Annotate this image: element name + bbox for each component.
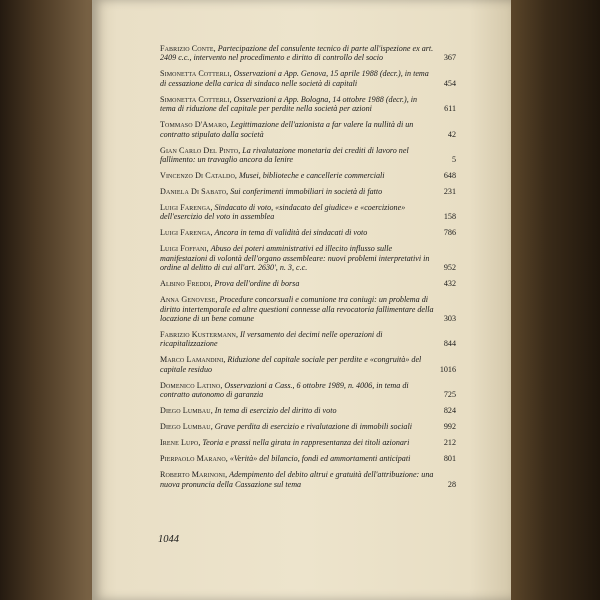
entry-text: Luigi Foffani, Abuso dei poteri amministrativi ed illecito influsso sulle manifestazioni di volontà dell'organo assembleare: nuovi problemi interpretativi in ordine al delitto di cui all'art. 2630', n. 3, c.c. (160, 244, 430, 273)
entry-author: Fabrizio Kustermann (160, 330, 236, 340)
entry-page-number: 231 (443, 187, 456, 197)
entry-title: Sui conferimenti immobiliari in società di fatto (230, 187, 383, 197)
entry-author: Pierpaolo Marano (160, 454, 226, 464)
index-entry (160, 355, 456, 374)
index-entry (160, 381, 456, 400)
index-entry (160, 470, 456, 489)
index-entry (160, 454, 456, 463)
book-edge-shadow (511, 0, 600, 600)
entry-text: Vincenzo Di Cataldo, Musei, biblioteche e cancellerie commerciali (160, 171, 385, 181)
entry-author: Marco Lamandini (160, 355, 224, 365)
entry-title: Il versamento dei decimi nelle operazioni di ricapitalizzazione (160, 330, 383, 349)
entry-title: Partecipazione del consulente tecnico di parte all'ispezione ex art. 2409 c.c., intervento nel procedimento e diritto di controllo del socio (160, 44, 434, 63)
entry-title: «Verità» del bilancio, fondi ed ammortamenti anticipati (229, 454, 411, 464)
entry-page-number: 725 (443, 390, 456, 400)
entry-title: Grave perdita di esercizio e rivalutazione di immobili sociali (214, 422, 412, 432)
index-entry (160, 187, 456, 196)
page-number-folio: 1044 (158, 534, 179, 545)
entry-title: Musei, biblioteche e cancellerie commerciali (238, 171, 385, 181)
index-entry (160, 120, 456, 139)
entry-page-number: 801 (443, 454, 456, 464)
entry-text: Diego Lumbau, Grave perdita di esercizio e rivalutazione di immobili sociali (160, 422, 412, 432)
book-spine-shadow (0, 0, 92, 600)
entry-author: Domenico Latino (160, 380, 221, 390)
entry-author: Simonetta Cotterli (160, 94, 230, 104)
entry-title: Legittimazione dell'azionista a far valere la nullità di un contratto stipulato dalla società (160, 120, 414, 139)
entry-author: Luigi Foffani (160, 244, 207, 254)
entry-title: Osservazioni a App. Genova, 15 aprile 1988 (decr.), in tema di cessazione della carica di sindaco nelle società di capitali (160, 69, 429, 88)
index-entry (160, 146, 456, 165)
entry-page-number: 786 (443, 228, 456, 238)
entry-title: Ancora in tema di validità dei sindacati di voto (214, 228, 368, 238)
entry-page-number: 432 (443, 279, 456, 289)
index-entry (160, 279, 456, 288)
entry-title: Osservazioni a App. Bologna, 14 ottobre 1988 (decr.), in tema di riduzione del capitale per perdite nella società per azioni (160, 94, 418, 114)
entry-title: Procedure concorsuali e comunione tra coniugi: un problema di diritto intertemporale ed altre questioni connesse alla revocatoria fallimentare della locazione di un bene comune (160, 295, 434, 324)
entry-title: Adempimento del debito altrui e gratuità dell'attribuzione: una nuova pronuncia della Cassazione sul tema (160, 470, 434, 489)
entry-text: Fabrizio Conte, Partecipazione del consulente tecnico di parte all'ispezione ex art. 2409 c.c., intervento nel procedimento e diritto di controllo del socio (160, 44, 434, 63)
entry-title: Teoria e prassi nella girata in rappresentanza dei titoli azionari (202, 438, 410, 448)
index-entry (160, 44, 456, 63)
entry-page-number: 611 (444, 104, 456, 114)
entry-text: Luigi Farenga, Ancora in tema di validità dei sindacati di voto (160, 228, 368, 238)
entry-title: In tema di esercizio del diritto di voto (214, 406, 337, 416)
entry-page-number: 303 (443, 314, 456, 324)
entry-page-number: 158 (443, 212, 456, 222)
entry-text: Marco Lamandini, Riduzione del capitale sociale per perdite e «congruità» del capitale residuo (160, 355, 422, 374)
entry-text: Albino Freddi, Prova dell'ordine di borsa (160, 279, 300, 289)
index-entry (160, 95, 456, 114)
index-entry (160, 244, 456, 272)
entry-title: Osservazioni a Cass., 6 ottobre 1989, n. 4006, in tema di contratto autonomo di garanzia (160, 380, 409, 400)
entry-text: Simonetta Cotterli, Osservazioni a App. Genova, 15 aprile 1988 (decr.), in tema di cessazione della carica di sindaco nelle società di capitali (160, 69, 429, 88)
entry-page-number: 824 (443, 406, 456, 416)
entry-author: Anna Genovese (160, 295, 216, 305)
entry-author: Tommaso D'Amaro (160, 120, 227, 130)
entry-text: Domenico Latino, Osservazioni a Cass., 6 ottobre 1989, n. 4006, in tema di contratto autonomo di garanzia (160, 380, 409, 400)
entry-text: Irene Lupo, Teoria e prassi nella girata in rappresentanza dei titoli azionari (160, 438, 410, 448)
entry-author: Luigi Farenga (160, 203, 211, 213)
entry-page-number: 952 (443, 263, 456, 273)
index-entry (160, 69, 456, 88)
entry-title: Riduzione del capitale sociale per perdite e «congruità» del capitale residuo (160, 355, 422, 374)
entry-text: Tommaso D'Amaro, Legittimazione dell'azionista a far valere la nullità di un contratto stipulato dalla società (160, 120, 414, 139)
index-entry (160, 422, 456, 431)
entry-page-number: 367 (443, 53, 456, 63)
entry-author: Luigi Farenga (160, 228, 211, 238)
entry-text: Daniela Di Sabato, Sui conferimenti immobiliari in società di fatto (160, 187, 383, 197)
index-entries-list (160, 44, 456, 496)
entry-text: Simonetta Cotterli, Osservazioni a App. Bologna, 14 ottobre 1988 (decr.), in tema di riduzione del capitale per perdite nella società per azioni (160, 94, 418, 114)
entry-text: Pierpaolo Marano, «Verità» del bilancio, fondi ed ammortamenti anticipati (160, 454, 411, 464)
entry-text: Anna Genovese, Procedure concorsuali e comunione tra coniugi: un problema di diritto intertemporale ed altre questioni connesse alla revocatoria fallimentare della locazione di un bene comune (160, 295, 434, 324)
entry-author: Diego Lumbau (160, 422, 211, 432)
entry-author: Diego Lumbau (160, 406, 211, 416)
entry-title: La rivalutazione monetaria dei crediti di lavoro nel fallimento: un travaglio ancora da lenire (160, 145, 409, 165)
entry-text: Fabrizio Kustermann, Il versamento dei decimi nelle operazioni di ricapitalizzazione (160, 330, 383, 349)
index-entry (160, 203, 456, 222)
entry-page-number: 454 (443, 78, 456, 88)
index-entry (160, 438, 456, 447)
entry-page-number: 212 (443, 438, 456, 448)
entry-author: Gian Carlo Del Pinto (160, 145, 239, 155)
entry-page-number: 42 (447, 129, 456, 139)
index-entry (160, 171, 456, 180)
index-entry (160, 330, 456, 349)
entry-text: Gian Carlo Del Pinto, La rivalutazione monetaria dei crediti di lavoro nel fallimento: un travaglio ancora da lenire (160, 145, 409, 165)
entry-author: Simonetta Cotterli (160, 69, 230, 79)
entry-author: Vincenzo Di Cataldo (160, 171, 235, 181)
entry-author: Roberto Marinoni (160, 470, 226, 480)
index-entry (160, 406, 456, 415)
entry-page-number: 648 (443, 171, 456, 181)
entry-author: Albino Freddi (160, 279, 211, 289)
entry-page-number: 5 (451, 155, 456, 165)
entry-title: Prova dell'ordine di borsa (214, 279, 300, 289)
entry-page-number: 992 (443, 422, 456, 432)
entry-author: Fabrizio Conte (160, 44, 214, 53)
entry-author: Daniela Di Sabato (160, 187, 227, 197)
entry-text: Luigi Farenga, Sindacato di voto, «sindacato del giudice» e «coercizione» dell'esercizio del voto in assemblea (160, 203, 406, 222)
index-entry (160, 295, 456, 323)
entry-text: Roberto Marinoni, Adempimento del debito altrui e gratuità dell'attribuzione: una nuova pronuncia della Cassazione sul tema (160, 470, 434, 489)
entry-title: Abuso dei poteri amministrativi ed illecito influsso sulle manifestazioni di volontà dell'organo assembleare: nuovi problemi interpretativi in ordine al delitto di cui all'art. 2630', n. 3, c.c. (160, 244, 430, 273)
entry-page-number: 1016 (439, 364, 456, 374)
entry-author: Irene Lupo (160, 438, 199, 448)
entry-page-number: 28 (447, 479, 456, 489)
entry-text: Diego Lumbau, In tema di esercizio del diritto di voto (160, 406, 337, 416)
index-entry (160, 228, 456, 237)
entry-title: Sindacato di voto, «sindacato del giudice» e «coercizione» dell'esercizio del voto in assemblea (160, 203, 406, 222)
entry-page-number: 844 (443, 339, 456, 349)
